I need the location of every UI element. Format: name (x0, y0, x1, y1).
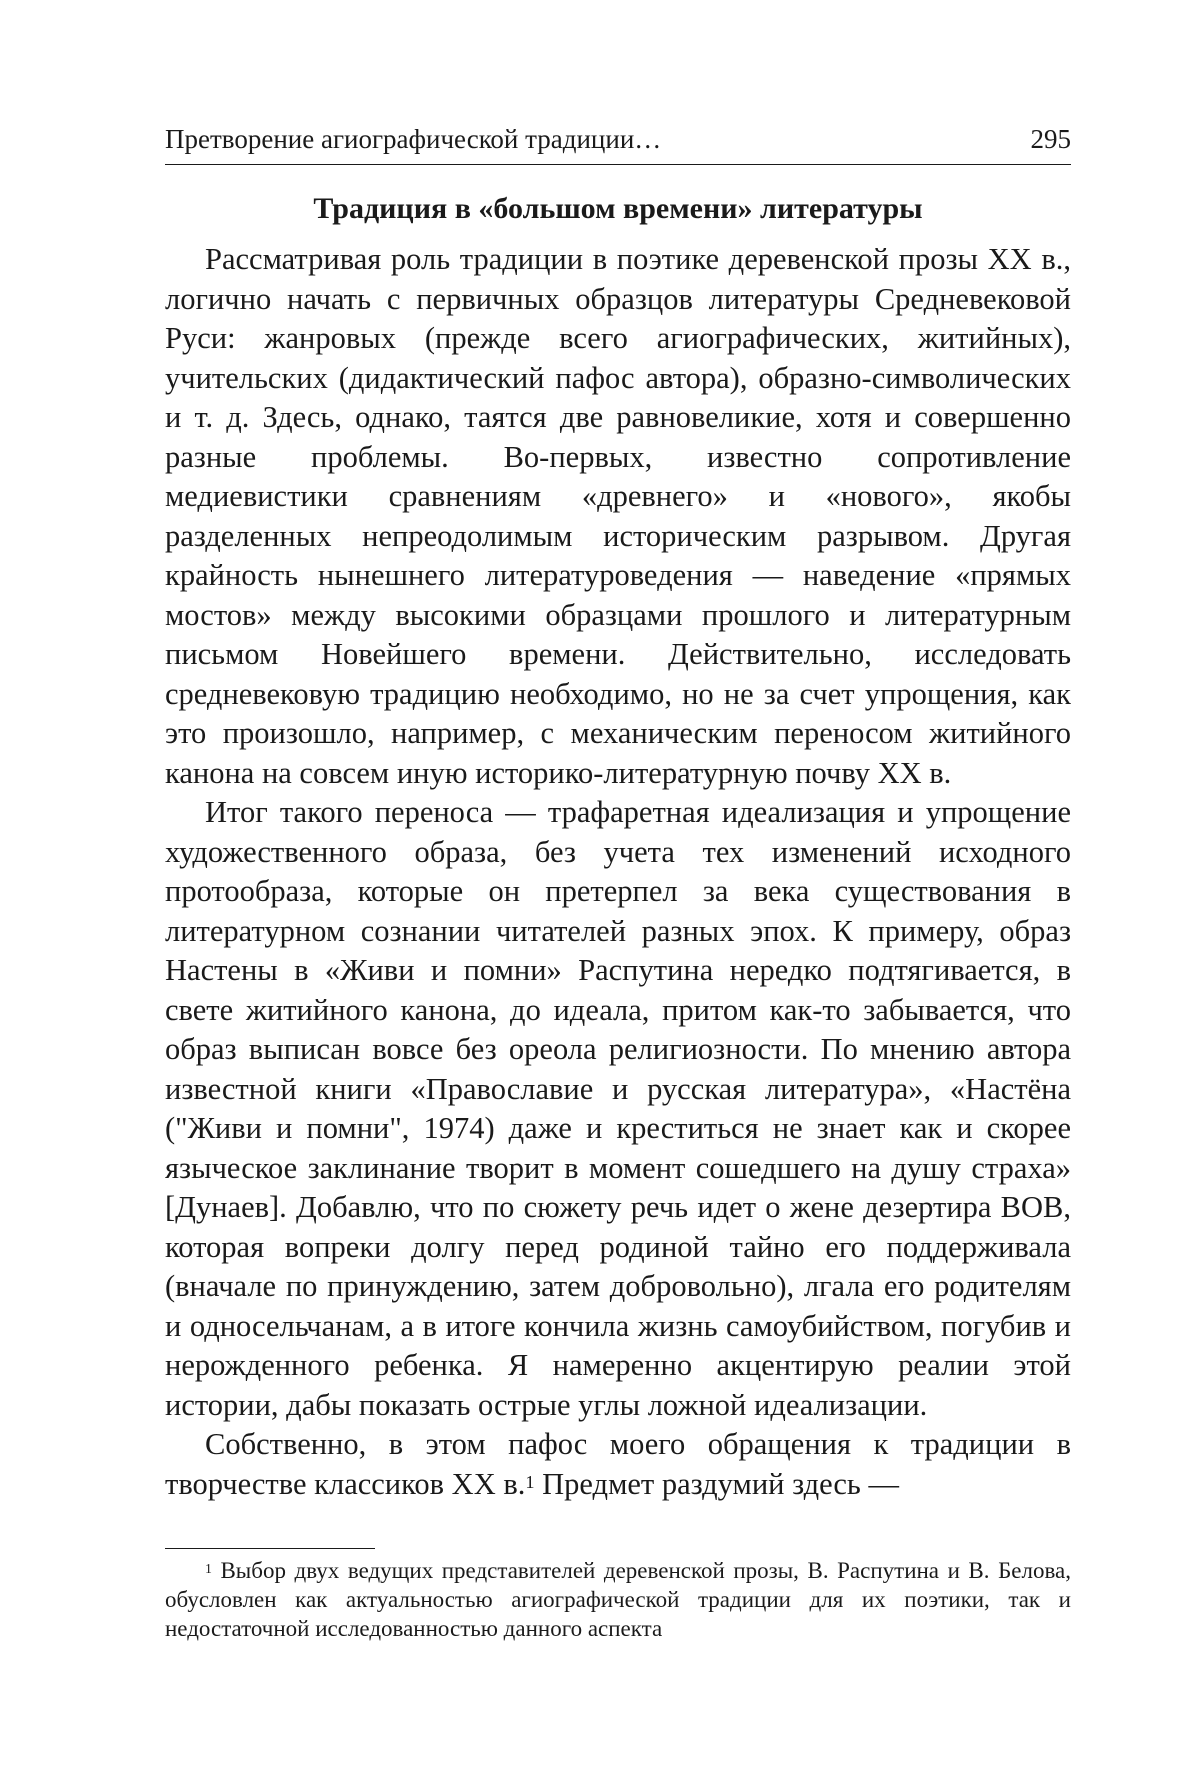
footnote-reference[interactable]: 1 (525, 1471, 535, 1492)
running-title: Претворение агиографической традиции… (165, 124, 662, 154)
body-text (165, 240, 1071, 1504)
footnote-rule (165, 1548, 375, 1549)
paragraph-3 (165, 1425, 1071, 1504)
paragraph-1: Рассматривая роль традиции в поэтике деревенской прозы XX в., логично начать с первичных образцов литературы Средневековой Руси: жанровых (прежде всего агиографических, житийных), учительских (дидактический пафос автора), образно-символических и т. д. Здесь, однако, таятся две равновеликие, хотя и совершенно разные проблемы. Во-первых, известно сопротивление медиевистики сравнениям «древнего» и «нового», якобы разделенных непреодолимым историческим разрывом. Другая крайность нынешнего литературоведения — наведение «прямых мостов» между высокими образцами прошлого и литературным письмом Новейшего времени. Действительно, исследовать средневековую традицию необходимо, но не за счет упрощения, как это произошло, например, с механическим переносом житийного канона на совсем иную историко-литературную почву XX в. (165, 242, 1071, 790)
footnote-marker: 1 (205, 1561, 212, 1576)
paragraph-3-tail: Предмет раздумий здесь — (534, 1466, 899, 1501)
section-title: Традиция в «большом времени» литературы (313, 192, 923, 225)
paragraph-2: Итог такого переноса — трафаретная идеализация и упрощение художественного образа, без учета тех изменений исходного протообраза, которые он претерпел за века существования в литературном сознании читателей разных эпох. К примеру, образ Настены в «Живи и помни» Распутина нередко подтягивается, в свете житийного канона, до идеала, притом как-то забывается, что образ выписан вовсе без ореола религиозности. По мнению автора известной книги «Православие и русская литература», «Настёна ("Живи и помни", 1974) даже и креститься не знает как и скорее языческое заклинание творит в момент сошедшего на душу страха» [Дунаев]. Добавлю, что по сюжету речь идет о жене дезертира ВОВ, которая вопреки долгу перед родиной тайно его поддерживала (вначале по принуждению, затем добровольно), лгала его родителям и односельчанам, а в итоге кончила жизнь самоубийством, погубив и нерожденного ребенка. Я намеренно акцентирую реалии этой истории, дабы показать острые углы ложной идеализации. (165, 795, 1071, 1422)
page-number: 295 (1030, 124, 1071, 154)
paragraph-3-text: Собственно, в этом пафос моего обращения к традиции в творчестве классиков XX в. (165, 1427, 1071, 1501)
footnote-text: Выбор двух ведущих представителей деревенской прозы, В. Распутина и В. Белова, обусловлен как актуальностью агиографической традиции для их поэтики, так и недостаточной исследованностью данного аспекта (165, 1558, 1071, 1641)
running-head (165, 122, 1071, 156)
header-rule (165, 164, 1071, 165)
footnote (165, 1556, 1071, 1643)
